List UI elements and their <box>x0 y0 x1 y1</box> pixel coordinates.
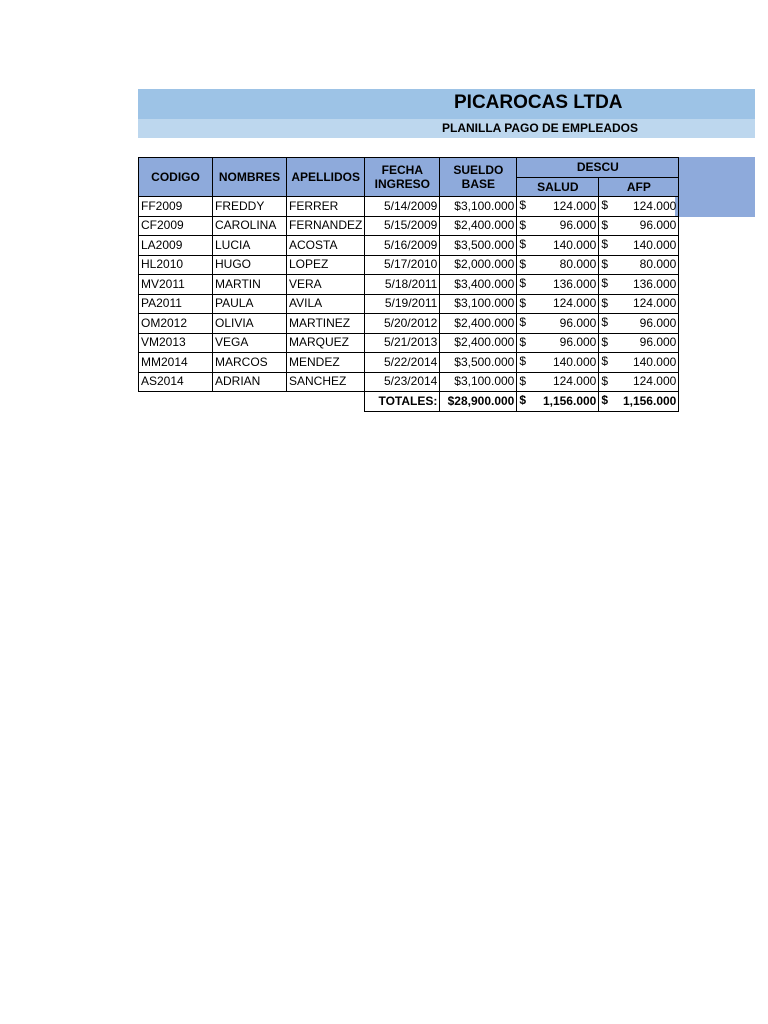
totals-salud-value: 1,156.000 <box>542 393 597 408</box>
currency-symbol: $ <box>601 373 609 388</box>
col-header-codigo[interactable]: CODIGO <box>139 158 213 197</box>
cell-sueldo[interactable]: $2,400.000 <box>440 216 517 236</box>
cell-salud[interactable] <box>517 216 599 236</box>
cell-salud-value: 140.000 <box>552 237 597 252</box>
cell-apellido[interactable]: VERA <box>287 275 365 295</box>
col-header-fecha-ingreso[interactable] <box>365 158 440 197</box>
cell-salud-value: 80.000 <box>559 257 597 272</box>
cell-salud-value: 140.000 <box>552 354 597 369</box>
cell-afp[interactable] <box>599 216 679 236</box>
cell-nombre[interactable]: LUCIA <box>213 236 287 256</box>
cell-sueldo[interactable]: $3,100.000 <box>440 294 517 314</box>
currency-symbol: $ <box>519 373 527 388</box>
table-row <box>139 275 679 295</box>
cell-apellido[interactable]: LOPEZ <box>287 255 365 275</box>
totals-salud[interactable] <box>517 392 599 412</box>
fecha-line2: INGRESO <box>374 177 431 191</box>
table-row <box>139 255 679 275</box>
currency-symbol: $ <box>519 315 527 329</box>
cell-fecha[interactable]: 5/16/2009 <box>365 236 440 256</box>
cell-apellido[interactable]: MENDEZ <box>287 353 365 373</box>
currency-symbol: $ <box>519 237 527 251</box>
cell-fecha[interactable]: 5/15/2009 <box>365 216 440 236</box>
cell-nombre[interactable]: ADRIAN <box>213 372 287 392</box>
cell-salud[interactable] <box>517 255 599 275</box>
cell-fecha[interactable]: 5/17/2010 <box>365 255 440 275</box>
currency-symbol: $ <box>519 276 527 290</box>
totals-row <box>139 392 679 412</box>
currency-symbol: $ <box>601 393 609 407</box>
cell-fecha[interactable]: 5/19/2011 <box>365 294 440 314</box>
col-header-sueldo-base[interactable] <box>440 158 517 197</box>
cell-afp-value: 140.000 <box>632 354 677 369</box>
cell-nombre[interactable]: OLIVIA <box>213 314 287 334</box>
cell-afp-value: 124.000 <box>632 296 677 311</box>
cell-salud-value: 96.000 <box>559 315 597 330</box>
cell-salud[interactable] <box>517 275 599 295</box>
cell-salud-value: 96.000 <box>559 335 597 350</box>
currency-symbol: $ <box>519 334 527 349</box>
cell-salud[interactable] <box>517 333 599 353</box>
cell-sueldo[interactable]: $3,500.000 <box>440 236 517 256</box>
cell-salud[interactable] <box>517 236 599 256</box>
cell-salud[interactable] <box>517 294 599 314</box>
table-row <box>139 353 679 373</box>
currency-symbol: $ <box>519 354 527 368</box>
sueldo-line1: SUELDO <box>453 163 504 177</box>
cell-afp[interactable] <box>599 275 679 295</box>
cell-afp[interactable] <box>599 372 679 392</box>
totals-empty-cell <box>287 392 365 412</box>
cell-afp-value: 124.000 <box>632 198 677 213</box>
currency-symbol: $ <box>601 276 609 290</box>
cell-codigo[interactable]: LA2009 <box>139 236 213 256</box>
totals-afp-value: 1,156.000 <box>622 393 677 408</box>
cell-sueldo[interactable]: $3,500.000 <box>440 353 517 373</box>
cell-codigo[interactable]: OM2012 <box>139 314 213 334</box>
cell-nombre[interactable]: MARCOS <box>213 353 287 373</box>
totals-empty-cell <box>139 392 213 412</box>
cell-nombre[interactable]: HUGO <box>213 255 287 275</box>
table-row <box>139 197 679 217</box>
cell-nombre[interactable]: PAULA <box>213 294 287 314</box>
cell-salud[interactable] <box>517 197 599 217</box>
cell-afp[interactable] <box>599 314 679 334</box>
cell-salud[interactable] <box>517 353 599 373</box>
cell-afp[interactable] <box>599 294 679 314</box>
table-row <box>139 236 679 256</box>
header-overflow-fill <box>675 157 755 217</box>
cell-afp[interactable] <box>599 197 679 217</box>
cell-sueldo[interactable]: $3,400.000 <box>440 275 517 295</box>
cell-salud-value: 124.000 <box>552 374 597 389</box>
cell-sueldo[interactable]: $3,100.000 <box>440 372 517 392</box>
totals-afp[interactable] <box>599 392 679 412</box>
cell-afp[interactable] <box>599 333 679 353</box>
currency-symbol: $ <box>519 198 527 212</box>
cell-codigo[interactable]: MV2011 <box>139 275 213 295</box>
cell-afp-value: 136.000 <box>632 276 677 291</box>
cell-salud-value: 124.000 <box>552 198 597 213</box>
cell-salud-value: 124.000 <box>552 296 597 311</box>
cell-nombre[interactable]: FREDDY <box>213 197 287 217</box>
cell-afp-value: 140.000 <box>632 237 677 252</box>
col-header-apellidos[interactable]: APELLIDOS <box>287 158 365 197</box>
cell-salud-value: 96.000 <box>559 218 597 233</box>
cell-nombre[interactable]: MARTIN <box>213 275 287 295</box>
cell-codigo[interactable]: AS2014 <box>139 372 213 392</box>
cell-codigo[interactable]: MM2014 <box>139 353 213 373</box>
cell-afp-value: 80.000 <box>639 257 677 272</box>
table-row <box>139 333 679 353</box>
cell-fecha[interactable]: 5/21/2013 <box>365 333 440 353</box>
currency-symbol: $ <box>601 354 609 368</box>
table-row <box>139 314 679 334</box>
cell-nombre[interactable]: VEGA <box>213 333 287 353</box>
cell-afp-value: 124.000 <box>632 374 677 389</box>
currency-symbol: $ <box>601 256 609 271</box>
col-header-nombres[interactable]: NOMBRES <box>213 158 287 197</box>
title-band <box>138 89 755 119</box>
cell-fecha[interactable]: 5/14/2009 <box>365 197 440 217</box>
col-header-descuentos[interactable]: DESCU <box>517 158 679 178</box>
cell-salud[interactable] <box>517 372 599 392</box>
cell-afp-value: 96.000 <box>639 315 677 330</box>
cell-afp-value: 96.000 <box>639 218 677 233</box>
payroll-table <box>138 157 679 412</box>
company-title: PICAROCAS LTDA <box>454 92 623 113</box>
currency-symbol: $ <box>519 295 527 310</box>
cell-apellido[interactable]: SANCHEZ <box>287 372 365 392</box>
cell-codigo[interactable]: CF2009 <box>139 216 213 236</box>
cell-afp-value: 96.000 <box>639 335 677 350</box>
cell-afp[interactable] <box>599 255 679 275</box>
cell-apellido[interactable]: FERRER <box>287 197 365 217</box>
currency-symbol: $ <box>519 256 527 271</box>
table-row <box>139 372 679 392</box>
cell-apellido[interactable]: MARQUEZ <box>287 333 365 353</box>
totals-sueldo[interactable]: $28,900.000 <box>440 392 517 412</box>
cell-apellido[interactable]: FERNANDEZ <box>287 216 365 236</box>
cell-fecha[interactable]: 5/18/2011 <box>365 275 440 295</box>
cell-nombre[interactable]: CAROLINA <box>213 216 287 236</box>
totals-label[interactable]: TOTALES: <box>365 392 440 412</box>
cell-apellido[interactable]: AVILA <box>287 294 365 314</box>
cell-sueldo[interactable]: $2,400.000 <box>440 314 517 334</box>
table-row <box>139 294 679 314</box>
cell-salud-value: 136.000 <box>552 276 597 291</box>
col-header-afp[interactable]: AFP <box>599 177 679 197</box>
cell-fecha[interactable]: 5/20/2012 <box>365 314 440 334</box>
currency-symbol: $ <box>519 393 527 407</box>
currency-symbol: $ <box>601 295 609 310</box>
cell-apellido[interactable]: MARTINEZ <box>287 314 365 334</box>
cell-codigo[interactable]: FF2009 <box>139 197 213 217</box>
cell-codigo[interactable]: VM2013 <box>139 333 213 353</box>
currency-symbol: $ <box>519 217 527 232</box>
currency-symbol: $ <box>601 217 609 232</box>
sheet-subtitle: PLANILLA PAGO DE EMPLEADOS <box>442 121 639 135</box>
cell-fecha[interactable]: 5/23/2014 <box>365 372 440 392</box>
cell-codigo[interactable]: HL2010 <box>139 255 213 275</box>
col-header-salud[interactable]: SALUD <box>517 177 599 197</box>
cell-apellido[interactable]: ACOSTA <box>287 236 365 256</box>
cell-sueldo[interactable]: $2,400.000 <box>440 333 517 353</box>
cell-afp[interactable] <box>599 353 679 373</box>
table-row <box>139 216 679 236</box>
totals-empty-cell <box>213 392 287 412</box>
currency-symbol: $ <box>601 237 609 251</box>
cell-afp[interactable] <box>599 236 679 256</box>
cell-sueldo[interactable]: $3,100.000 <box>440 197 517 217</box>
currency-symbol: $ <box>601 198 609 212</box>
currency-symbol: $ <box>601 315 609 329</box>
currency-symbol: $ <box>601 334 609 349</box>
cell-fecha[interactable]: 5/22/2014 <box>365 353 440 373</box>
cell-sueldo[interactable]: $2,000.000 <box>440 255 517 275</box>
cell-salud[interactable] <box>517 314 599 334</box>
cell-codigo[interactable]: PA2011 <box>139 294 213 314</box>
fecha-line1: FECHA <box>381 163 424 177</box>
sueldo-line2: BASE <box>461 177 496 191</box>
